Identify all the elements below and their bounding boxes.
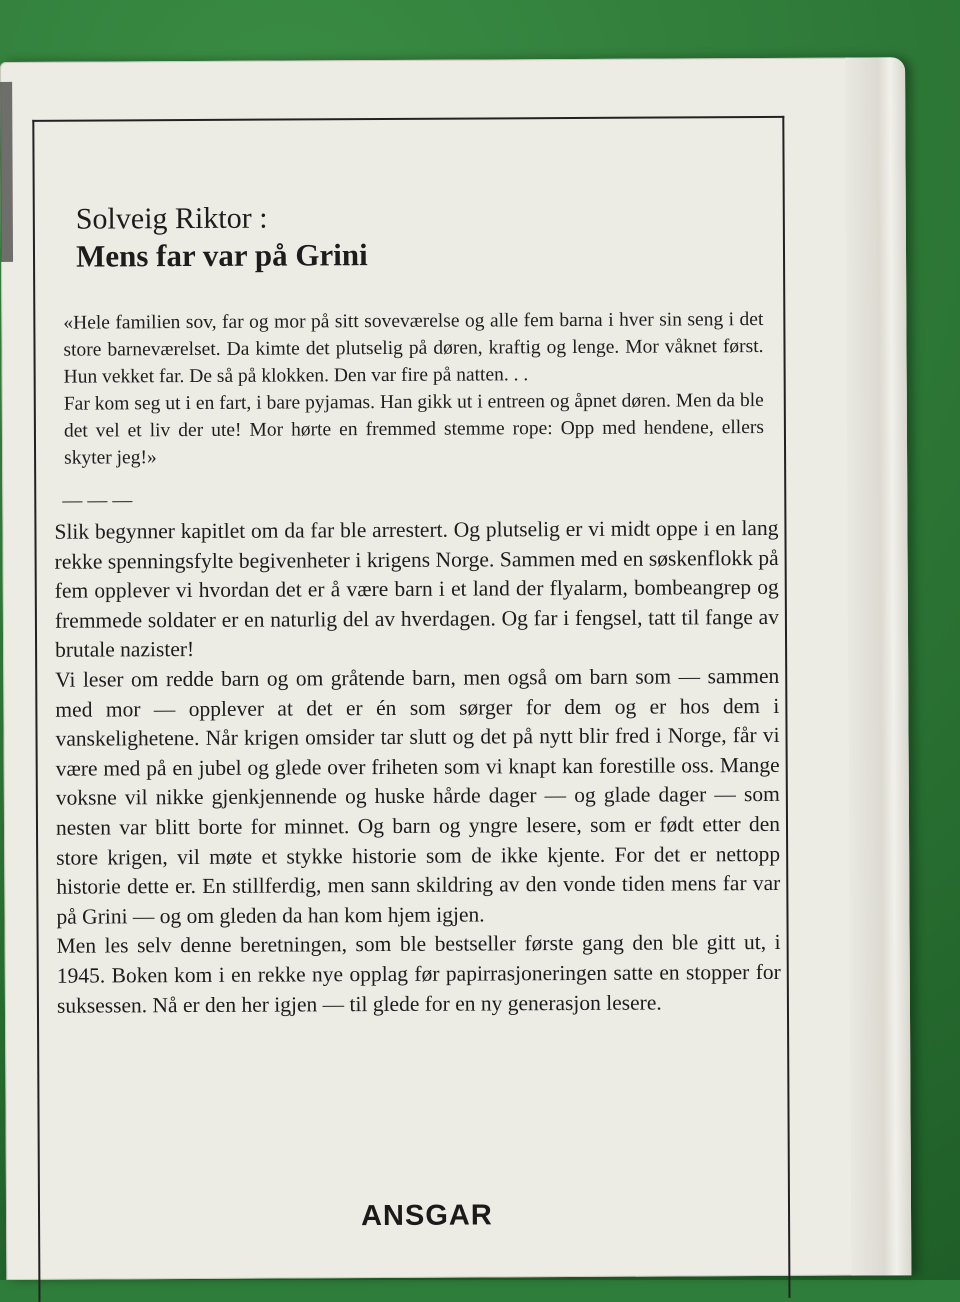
section-divider: — — — xyxy=(62,489,133,512)
blurb-paragraph: Men les selv denne beretningen, som ble bestseller første gang den ble gitt ut, i 1945. Boken kom i en rekke nye opplag før papirrasjoneringen satte en stopper for suksessen. Nå er den her igjen — til glede for en ny generasjon lesere. xyxy=(56,930,781,1018)
cover-header xyxy=(76,200,368,276)
blurb-text xyxy=(54,514,781,1021)
opening-quote xyxy=(63,306,764,472)
blurb-paragraph: Vi leser om redde barn og om gråtende barn, men også om barn som — sammen med mor — opplever at det er én som sørger for dem og er hos dem i vanskelighetene. Når krigen omsider tar slutt og det på nytt blir fred i Norge, får vi være med på en jubel og glede over friheten som vi knapt kan forestille oss. Mange voksne vil nikke gjenkjennende og huske hårde dager — og glade dager — som nesten var blitt borte for minnet. Og barn og yngre lesere, som er født etter den store krigen, vil møte et stykke historie som de ikke kjente. For det er nettopp historie dette er. En stillferdig, men sann skildring av den vonde tiden mens far var på Grini — og om gleden da han kom hjem igjen. xyxy=(55,663,781,929)
quote-paragraph: «Hele familien sov, far og mor på sitt soveværelse og alle fem barna i hver sin seng i det store barneværelset. Da kimte det plutselig på døren, kraftig og lenge. Mor våknet først. Hun vekket far. De så på klokken. Den var fire på natten. . . xyxy=(63,309,764,388)
publisher-logo: ANSGAR xyxy=(360,1199,493,1233)
book-back-cover xyxy=(0,57,911,1280)
left-edge-shadow xyxy=(0,82,13,262)
blurb-paragraph: Slik begynner kapitlet om da far ble arrestert. Og plutselig er vi midt oppe i en lang rekke spenningsfylte begivenheter i krigens Norge. Sammen med en søskenflokk på fem opplever vi hvordan det er å være barn i et land der flyalarm, bombeangrep og fremmede soldater er en naturlig del av hverdagen. Og far i fengsel, tatt til fange av brutale nazister! xyxy=(54,515,779,663)
quote-paragraph: Far kom seg ut i en fart, i bare pyjamas. Han gikk ut i entreen og åpnet døren. Men da ble det vel et liv der ute! Mor hørte en fremmed stemme rope: Opp med hendene, ellers skyter jeg!» xyxy=(63,390,764,469)
book-title: Mens far var på Grini xyxy=(75,237,368,274)
author-name: Solveig Riktor : xyxy=(75,201,268,236)
book-spine-edge xyxy=(845,57,911,1275)
